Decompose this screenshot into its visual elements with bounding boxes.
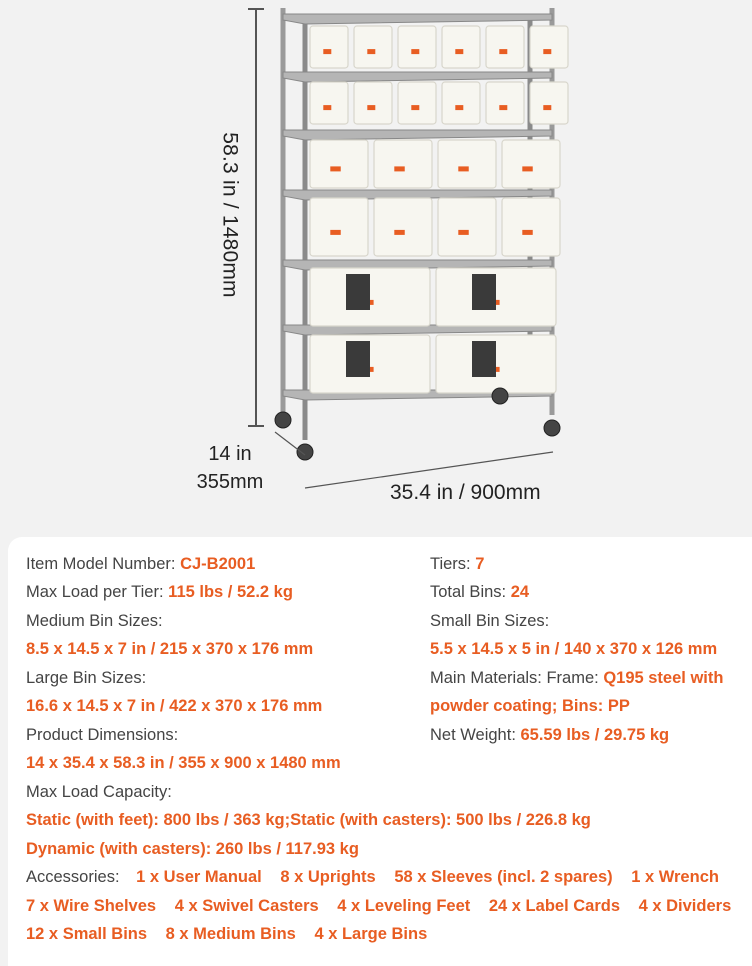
spec-medium-label: Medium Bin Sizes:: [26, 612, 163, 630]
spec-accessories-row-2: [26, 895, 731, 917]
bin-divider: [472, 341, 496, 377]
storage-bin: [438, 198, 496, 256]
storage-bin: [310, 82, 348, 124]
wire-shelf: [283, 14, 552, 24]
caster-wheel: [297, 444, 313, 460]
storage-bin: [374, 198, 432, 256]
storage-bin: [310, 140, 368, 188]
bin-label-card: [394, 166, 404, 171]
caster-wheel: [492, 388, 508, 404]
storage-bin: [442, 26, 480, 68]
spec-capacity-value-1: Static (with feet): 800 lbs / 363 kg;Static (with casters): 500 lbs / 226.8 kg: [26, 811, 591, 829]
storage-bin: [486, 26, 524, 68]
accessory-item: 8 x Uprights: [280, 868, 376, 886]
bin-label-card: [543, 105, 551, 110]
caster-wheel: [544, 420, 560, 436]
storage-bin: [442, 82, 480, 124]
storage-bin: [354, 26, 392, 68]
accessory-item: 7 x Wire Shelves: [26, 897, 157, 915]
accessory-item: 8 x Medium Bins: [165, 925, 296, 943]
height-dimension-line: [255, 8, 257, 426]
bin-label-card: [330, 230, 340, 235]
bin-label-card: [411, 49, 419, 54]
bin-divider: [346, 341, 370, 377]
wire-shelf: [283, 72, 552, 82]
bin-label-card: [323, 105, 331, 110]
storage-bin: [502, 140, 560, 188]
spec-tiers: Tiers: 7: [430, 555, 485, 573]
accessory-item: 58 x Sleeves (incl. 2 spares): [394, 868, 613, 886]
bin-label-card: [499, 105, 507, 110]
accessory-item: 4 x Large Bins: [314, 925, 428, 943]
bin-label-card: [411, 105, 419, 110]
caster-wheel: [275, 412, 291, 428]
bin-label-card: [330, 166, 340, 171]
bin-label-card: [367, 49, 375, 54]
bin-label-card: [455, 49, 463, 54]
accessory-item: 4 x Dividers: [638, 897, 732, 915]
spec-model: Item Model Number: CJ-B2001: [26, 555, 256, 573]
storage-bin: [486, 82, 524, 124]
bin-label-card: [394, 230, 404, 235]
spec-max-load: Max Load per Tier: 115 lbs / 52.2 kg: [26, 583, 293, 601]
specifications-panel: [8, 537, 752, 966]
storage-bin: [354, 82, 392, 124]
accessory-item: 1 x Wrench: [631, 868, 719, 886]
bin-label-card: [499, 49, 507, 54]
spec-accessories-row-1: Accessories: 1 x User Manual 8 x Uprights 58 x Sleeves (incl. 2 spares) 1 x Wrench: [26, 868, 719, 886]
storage-bin: [398, 26, 436, 68]
width-dimension-label: 35.4 in / 900mm: [390, 481, 541, 504]
spec-total-bins: Total Bins: 24: [430, 583, 530, 601]
spec-product-dims-value: 14 x 35.4 x 58.3 in / 355 x 900 x 1480 mm: [26, 754, 341, 772]
wire-shelf: [283, 130, 552, 140]
spec-accessories-row-3: [26, 923, 441, 945]
storage-bin: [310, 26, 348, 68]
spec-capacity-value-2: Dynamic (with casters): 260 lbs / 117.93 kg: [26, 840, 359, 858]
accessory-item: 4 x Leveling Feet: [337, 897, 471, 915]
storage-bin: [530, 26, 568, 68]
bin-label-card: [458, 166, 468, 171]
accessory-item: 24 x Label Cards: [488, 897, 621, 915]
spec-medium-value: 8.5 x 14.5 x 7 in / 215 x 370 x 176 mm: [26, 640, 314, 658]
storage-bin: [502, 198, 560, 256]
spec-small-value: 5.5 x 14.5 x 5 in / 140 x 370 x 126 mm: [430, 640, 718, 658]
spec-large-value: 16.6 x 14.5 x 7 in / 422 x 370 x 176 mm: [26, 697, 323, 715]
bin-divider: [472, 274, 496, 310]
bin-divider: [346, 274, 370, 310]
bin-label-card: [543, 49, 551, 54]
storage-bin: [374, 140, 432, 188]
bin-label-card: [458, 230, 468, 235]
storage-bin: [310, 198, 368, 256]
spec-materials-cont: powder coating; Bins: PP: [430, 697, 630, 715]
height-dimension-label: 58.3 in / 1480mm: [219, 132, 242, 298]
bin-label-card: [455, 105, 463, 110]
storage-bin: [398, 82, 436, 124]
spec-large-label: Large Bin Sizes:: [26, 669, 147, 687]
bin-label-card: [367, 105, 375, 110]
spec-capacity-label: Max Load Capacity:: [26, 783, 172, 801]
spec-net-weight: Net Weight: 65.59 lbs / 29.75 kg: [430, 726, 670, 744]
accessory-item: 1 x User Manual: [136, 868, 262, 886]
bin-label-card: [323, 49, 331, 54]
spec-product-dims-label: Product Dimensions:: [26, 726, 179, 744]
storage-bin: [438, 140, 496, 188]
spec-materials: Main Materials: Frame: Q195 steel with: [430, 669, 724, 687]
accessory-item: 12 x Small Bins: [26, 925, 148, 943]
bin-label-card: [522, 166, 532, 171]
depth-dimension-label: 14 in 355mm: [196, 443, 264, 493]
storage-bin: [530, 82, 568, 124]
spec-small-label: Small Bin Sizes:: [430, 612, 550, 630]
depth-dimension-line: [275, 432, 305, 455]
accessory-item: 4 x Swivel Casters: [174, 897, 319, 915]
bin-label-card: [522, 230, 532, 235]
